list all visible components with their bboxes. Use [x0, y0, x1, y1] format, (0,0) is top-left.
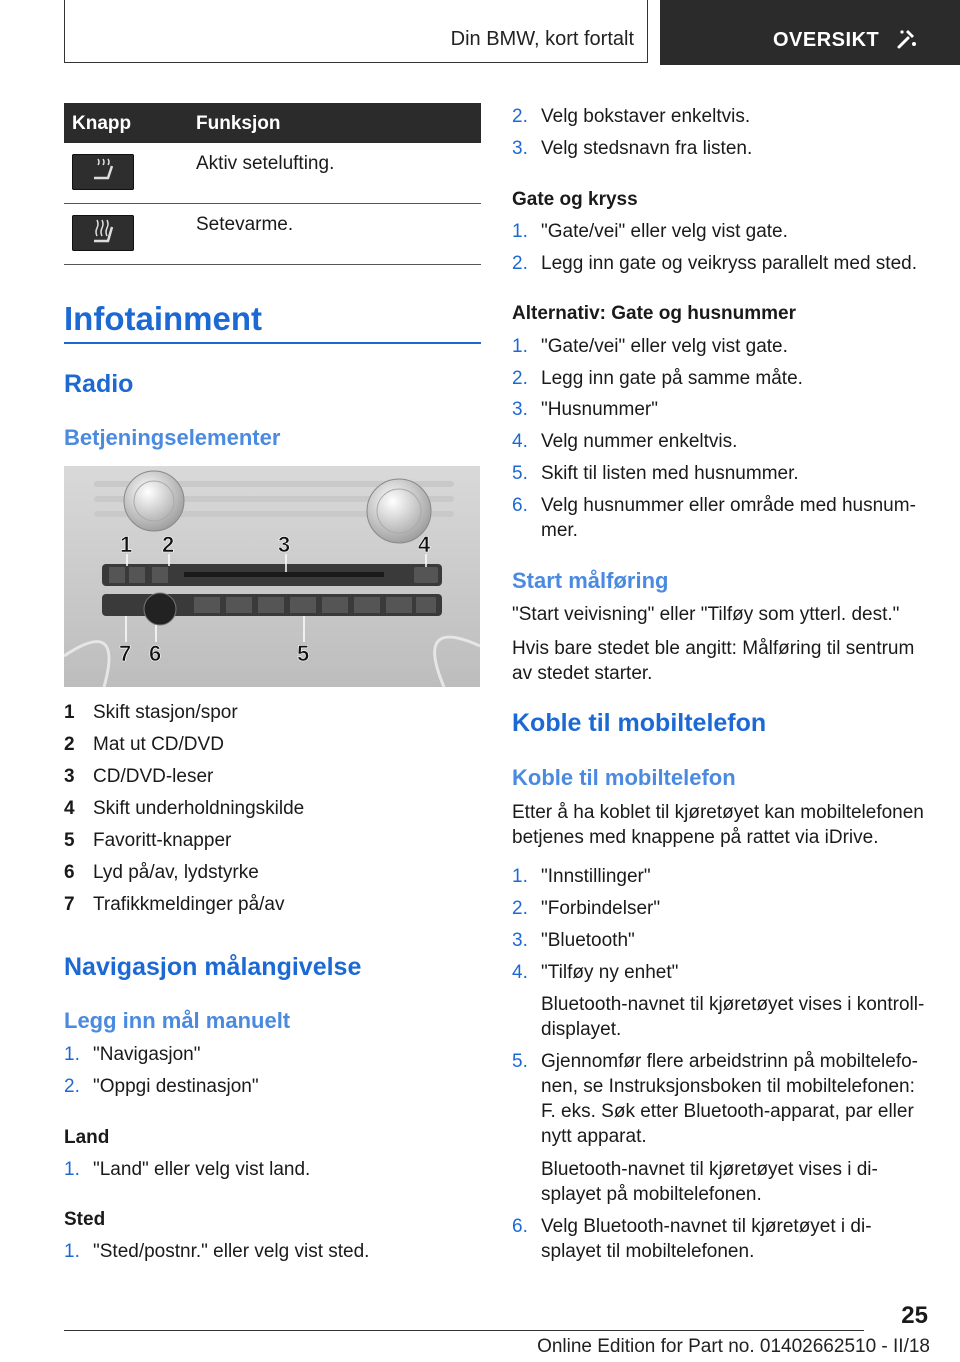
heading-gate-kryss: Gate og kryss [512, 189, 638, 210]
callout-5: 5 [297, 641, 310, 666]
heading-mobile: Koble til mobiltelefon [512, 709, 767, 737]
col-header-button: Knapp [72, 113, 132, 134]
heading-start-guidance: Start målføring [512, 568, 669, 593]
header-tab-label: OVERSIKT [773, 29, 880, 51]
start-line-2a: Hvis bare stedet ble angitt: Målføring til sentrum [512, 638, 915, 659]
callout-4: 4 [418, 532, 431, 557]
table-row [64, 204, 481, 265]
button-function-table [64, 103, 481, 265]
mobile-intro-b: betjenes med knappene på rattet via iDrive. [512, 827, 879, 848]
section-title-infotainment: Infotainment [64, 300, 262, 337]
wrench-hammer-icon [896, 28, 918, 55]
footer-divider [64, 1330, 864, 1331]
heading-radio: Radio [64, 370, 134, 398]
start-line-1: "Start veivisning" eller "Tilføy som ytterl. dest." [512, 604, 900, 625]
heading-sted: Sted [64, 1209, 106, 1230]
heading-controls: Betjeningselementer [64, 425, 281, 450]
table-header [64, 103, 481, 143]
table-cell-function: Aktiv setelufting. [196, 153, 335, 174]
mobile-intro-a: Etter å ha koblet til kjøretøyet kan mobiltelefonen [512, 802, 924, 823]
callout-6: 6 [149, 641, 162, 666]
header-section-title: Din BMW, kort fortalt [450, 28, 634, 50]
seat-heating-icon [72, 215, 134, 251]
heading-mobile-sub: Koble til mobiltelefon [512, 765, 736, 790]
heading-manual-destination: Legg inn mål manuelt [64, 1008, 291, 1033]
callout-7: 7 [119, 641, 132, 666]
callout-2: 2 [162, 532, 175, 557]
page-number: 25 [901, 1302, 928, 1329]
heading-land: Land [64, 1127, 110, 1148]
radio-controls-illustration [64, 466, 480, 687]
seat-ventilation-icon [72, 154, 134, 190]
start-line-2b: av stedet starter. [512, 663, 653, 684]
col-header-function: Funksjon [196, 113, 281, 134]
heading-gate-husnummer: Alternativ: Gate og husnummer [512, 303, 796, 324]
callout-3: 3 [278, 532, 291, 557]
table-row [64, 143, 481, 204]
heading-navigation: Navigasjon målangivelse [64, 953, 362, 981]
footer-edition: Online Edition for Part no. 01402662510 - II/18 [537, 1336, 930, 1357]
table-cell-function: Setevarme. [196, 214, 294, 235]
header-tab-oversikt[interactable] [660, 0, 960, 65]
title-underline [64, 342, 481, 344]
callout-1: 1 [120, 532, 133, 557]
